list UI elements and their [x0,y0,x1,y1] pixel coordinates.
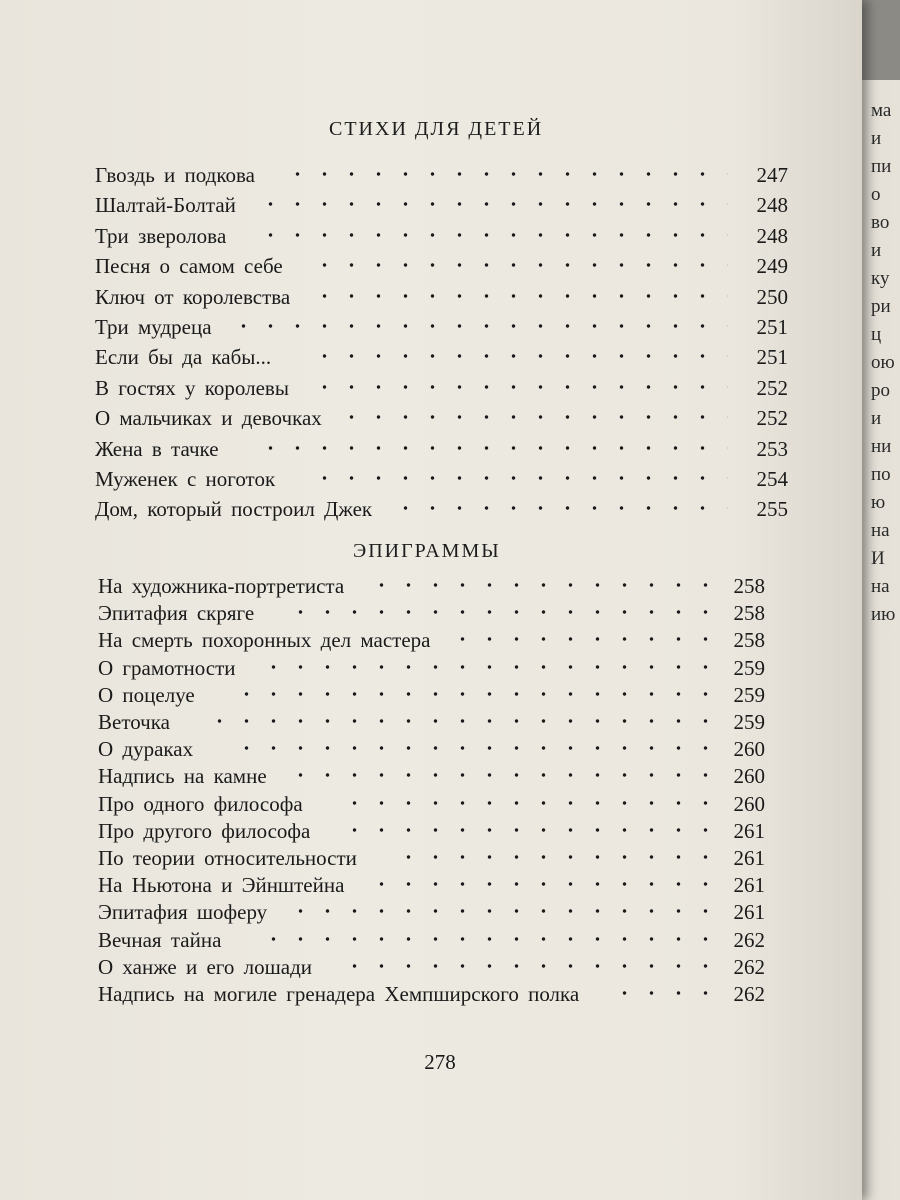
toc-entry-title: По теории относительности [98,846,357,870]
toc-entry-title: О поцелуе [98,683,195,707]
toc-entry-page-number: 262 [733,928,765,952]
toc-entry [95,285,290,310]
dot-leader [611,990,713,996]
adjacent-page-text-fragment: на [871,520,890,541]
toc-entry [95,437,219,462]
dot-leader [206,718,713,724]
toc-entry-page-number: 260 [733,764,765,788]
toc-entry-title: Про другого философа [98,819,311,843]
toc-entry [95,376,289,401]
toc-entry-title: Дом, который построил Джек [95,497,373,521]
page-number: 278 [424,1050,456,1074]
dot-leader [311,384,728,390]
adjacent-page-text-fragment: и [871,128,882,149]
toc-entry [98,628,431,653]
toc-entry [95,254,283,279]
toc-entry-title: О дураках [98,737,194,761]
dot-leader [368,881,713,887]
adjacent-page-text-fragment: о [871,184,881,205]
toc-entry-page-number: 247 [756,163,788,187]
adjacent-page-text-fragment: ю [871,492,886,513]
dot-leader [368,582,713,588]
adjacent-page-text-fragment: ию [871,604,896,625]
toc-entry [98,873,344,898]
adjacent-page-text-fragment: ою [871,352,895,373]
adjacent-page-text-fragment: во [871,212,890,233]
dot-leader [257,201,728,207]
toc-entry-title: Гвоздь и подкова [95,163,255,187]
toc-entry-page-number: 260 [733,792,765,816]
section-title-epigrams: ЭПИГРАММЫ [353,540,501,562]
toc-entry [95,163,255,188]
toc-entry-title: Жена в тачке [95,437,219,461]
dot-leader [395,854,713,860]
toc-entry-page-number: 251 [756,345,788,369]
toc-entry [98,601,254,626]
toc-entry-page-number: 261 [733,900,765,924]
toc-entry-page-number: 248 [756,193,788,217]
toc-entry-page-number: 255 [756,497,788,521]
toc-entry-page-number: 260 [733,737,765,761]
toc-entry-title: Три мудреца [95,315,212,339]
dot-leader [311,475,728,481]
toc-entry-title: Надпись на камне [98,764,267,788]
dot-leader [311,293,728,299]
dot-leader [341,827,713,833]
toc-entry-page-number: 258 [733,574,765,598]
toc-entry [95,406,322,431]
toc-entry-title: Песня о самом себе [95,254,283,278]
toc-entry [95,497,372,522]
toc-entry-page-number: 253 [756,437,788,461]
toc-entry-title: Три звероловa [95,224,227,248]
toc-entry-title: О ханже и его лошади [98,955,313,979]
toc-entry-page-number: 262 [733,982,765,1006]
dot-leader [341,800,713,806]
toc-entry-page-number: 252 [756,376,788,400]
toc-entry [98,846,357,871]
toc-entry [95,224,226,249]
toc-entry-page-number: 258 [733,628,765,652]
toc-entry-page-number: 252 [756,406,788,430]
dot-leader [257,445,728,451]
toc-entry [98,710,170,735]
toc-entry-title: Веточка [98,710,170,734]
adjacent-page-text-fragment: ро [871,380,890,401]
dot-leader [449,636,713,642]
toc-entry-title: На смерть похоронных дел мастера [98,628,431,652]
adjacent-page-text-fragment: И [871,548,885,569]
toc-entry-title: Ключ от королевства [95,285,291,309]
toc-entry [98,656,236,681]
toc-entry [98,900,267,925]
toc-entry-page-number: 248 [756,224,788,248]
toc-entry-page-number: 249 [756,254,788,278]
toc-entry-title: Шалтай-Болтай [95,193,236,217]
dot-leader [233,745,713,751]
toc-entry [95,315,212,340]
dot-leader [311,353,728,359]
toc-entry-page-number: 254 [756,467,788,491]
toc-entry-page-number: 261 [733,873,765,897]
adjacent-page-text-fragment: пи [871,156,892,177]
dot-leader [287,772,713,778]
adjacent-page-text-fragment: ц [871,324,882,345]
toc-entry-page-number: 258 [733,601,765,625]
adjacent-page-text-fragment: по [871,464,891,485]
toc-entry-page-number: 261 [733,846,765,870]
toc-entry-title: Эпитафия скряге [98,601,255,625]
toc-entry [98,955,312,980]
adjacent-page-text-fragment: и [871,240,882,261]
adjacent-page-text-fragment: ни [871,436,892,457]
dot-leader [284,171,728,177]
toc-entry [98,683,195,708]
toc-entry [98,574,344,599]
toc-entry-title: О мальчиках и девочках [95,406,322,430]
toc-entry-page-number: 250 [756,285,788,309]
toc-entry-page-number: 259 [733,656,765,680]
section-title-poems-for-children: СТИХИ ДЛЯ ДЕТЕЙ [329,118,544,140]
toc-entry-title: На художника-портретиста [98,574,345,598]
toc-entry-title: Надпись на могиле гренадера Хемпширского полка [98,982,580,1006]
adjacent-page-text-fragment: на [871,576,890,597]
toc-entry [98,792,303,817]
toc-entry-title: Про одного философа [98,792,303,816]
toc-entry [98,928,221,953]
toc-entry [98,819,310,844]
dot-leader [230,323,728,329]
toc-entry [98,764,267,789]
toc-entry-page-number: 259 [733,683,765,707]
toc-entry [95,345,271,370]
toc-entry-title: Муженек с ноготок [95,467,276,491]
toc-entry [98,982,579,1007]
toc-entry-title: Эпитафия шоферу [98,900,268,924]
dot-leader [341,963,713,969]
dot-leader [287,609,713,615]
toc-entry-title: Вечная тайна [98,928,222,952]
toc-entry-title: Если бы да кабы... [95,345,272,369]
toc-entry-page-number: 251 [756,315,788,339]
toc-entry [98,737,193,762]
toc-entry-page-number: 259 [733,710,765,734]
dot-leader [287,908,713,914]
adjacent-page-text-fragment: и [871,408,882,429]
adjacent-page-text-fragment: ма [871,100,892,121]
toc-entry-title: На Ньютона и Эйнштейна [98,873,345,897]
dot-leader [338,414,728,420]
toc-entry-title: В гостях у королевы [95,376,289,400]
dot-leader [260,936,713,942]
adjacent-page-text-fragment: ри [871,296,891,317]
toc-entry-page-number: 262 [733,955,765,979]
toc-entry [95,193,236,218]
dot-leader [233,691,713,697]
dot-leader [260,664,713,670]
adjacent-page-text-fragment: ку [871,268,890,289]
dot-leader [392,505,728,511]
toc-entry [95,467,275,492]
toc-entry-page-number: 261 [733,819,765,843]
toc-entry-title: О грамотности [98,656,236,680]
dot-leader [311,262,728,268]
dot-leader [257,232,728,238]
